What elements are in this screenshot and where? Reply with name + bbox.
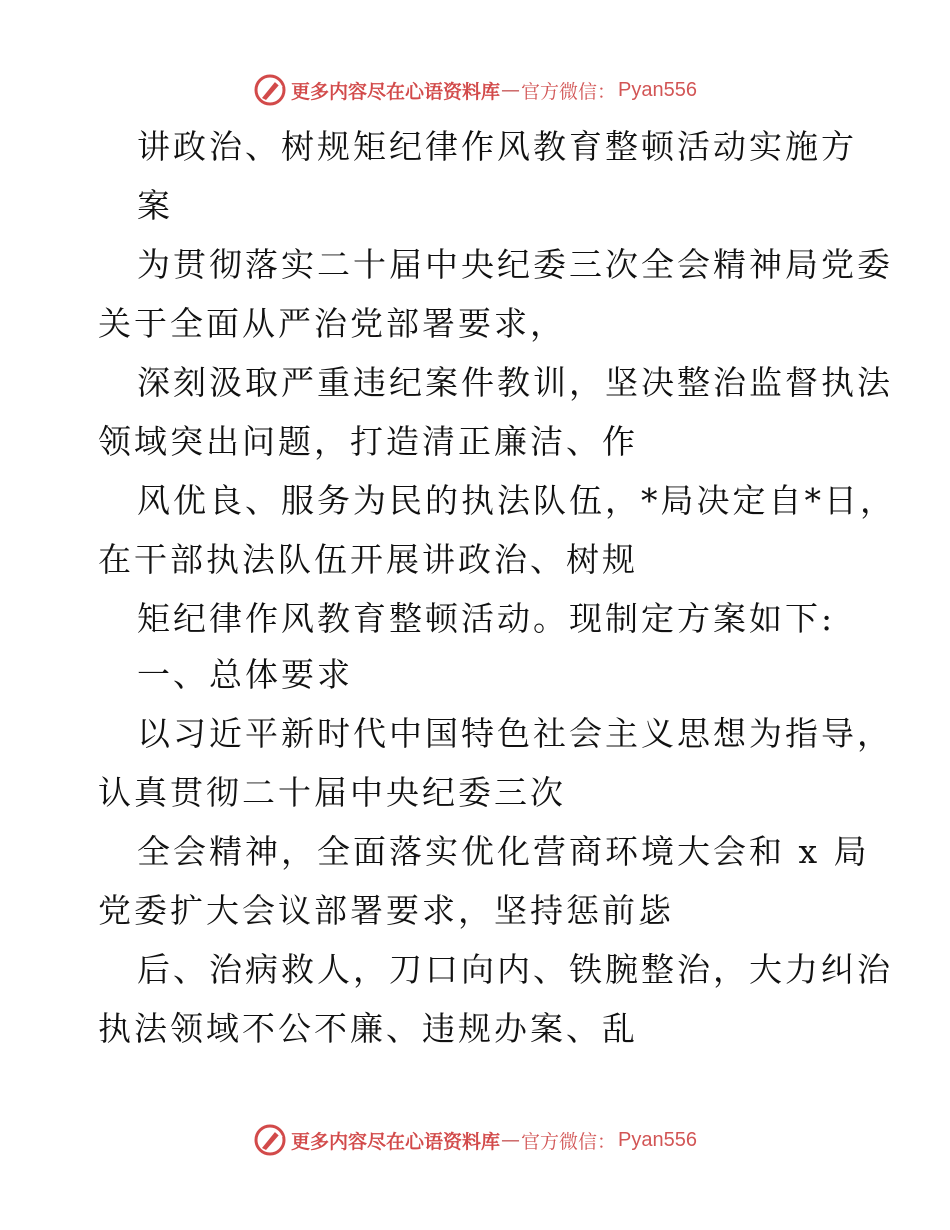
header-banner (0, 68, 950, 112)
doc-line: 在干部执法队伍开展讲政治、树规 (98, 540, 638, 579)
banner-dash: — (501, 79, 521, 101)
doc-line: 矩纪律作风教育整顿活动。现制定方案如下: (137, 599, 836, 638)
banner-dash: — (501, 1129, 521, 1151)
banner-text: 更多内容尽在心语资料库 (291, 80, 501, 103)
quill-logo-icon (253, 73, 287, 107)
doc-line: 关于全面从严治党部署要求， (98, 304, 566, 343)
doc-line: 认真贯彻二十届中央纪委三次 (98, 773, 566, 812)
doc-line: 党委扩大会议部署要求，坚持惩前毖 (98, 891, 674, 930)
banner-text: 更多内容尽在心语资料库 (291, 1130, 501, 1153)
doc-line: 为贯彻落实二十届中央纪委三次全会精神局党委 (137, 245, 893, 284)
doc-line: 深刻汲取严重违纪案件教训，坚决整治监督执法 (137, 363, 893, 402)
footer-banner (0, 1118, 950, 1162)
banner-wechat-id: Pyan556 (618, 1128, 697, 1151)
section-heading: 一、总体要求 (137, 655, 353, 694)
doc-line: 以习近平新时代中国特色社会主义思想为指导， (137, 714, 893, 753)
doc-title-line-2: 案 (137, 186, 173, 225)
doc-title-line-1: 讲政治、树规矩纪律作风教育整顿活动实施方 (137, 127, 857, 166)
banner-label: 官方微信： (521, 80, 617, 103)
banner-label: 官方微信： (521, 1130, 617, 1153)
doc-line: 全会精神，全面落实优化营商环境大会和 x 局 (137, 832, 870, 871)
doc-line: 后、治病救人，刀口向内、铁腕整治，大力纠治 (137, 950, 893, 989)
doc-line: 执法领域不公不廉、违规办案、乱 (98, 1009, 638, 1048)
doc-line: 领域突出问题，打造清正廉洁、作 (98, 422, 638, 461)
banner-wechat-id: Pyan556 (618, 78, 697, 101)
doc-line: 风优良、服务为民的执法队伍，*局决定自*日， (137, 481, 896, 520)
quill-logo-icon (253, 1123, 287, 1157)
